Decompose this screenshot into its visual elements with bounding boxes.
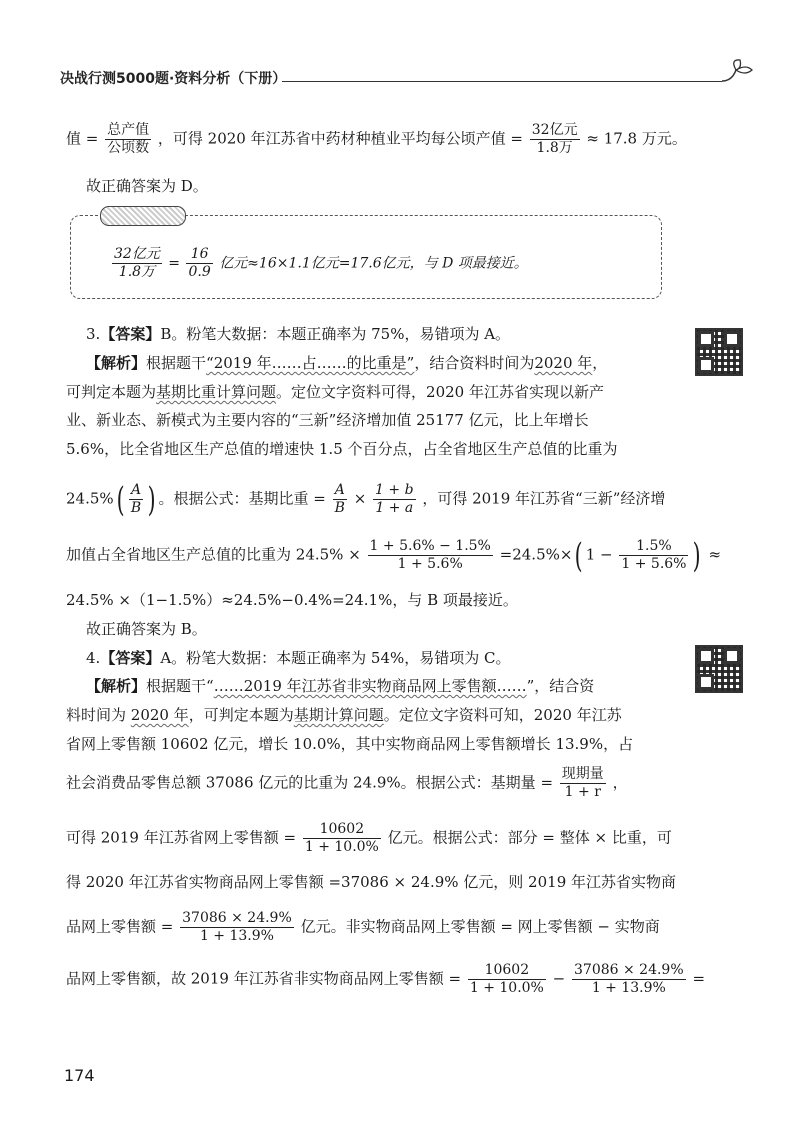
q4-analysis-line: 省网上零售额 10602 亿元，增长 10.0%，其中实物商品网上零售额增长 13.9%，占 xyxy=(66,735,634,753)
q4-analysis-line: 料时间为 2020 年，可判定本题为基期计算问题。定位文字资料可知，2020 年江苏 xyxy=(66,706,622,724)
q3-analysis-line: 【解析】根据题干“2019 年……占……的比重是”，结合资料时间为2020 年， xyxy=(86,354,608,372)
running-header-title: 决战行测5000题·资料分析（下册） xyxy=(60,71,287,87)
q3-formula-line: 24.5%( $\frac{A}{B}$ ) 。根据公式：基期比重 = $\frac{A}{B}$ × $\frac{1 + b}{1 + a}$ ，可得 2019 年江苏省“三新”经济增 xyxy=(66,479,666,520)
q4-formula-line: 品网上零售额，故 2019 年江苏省非实物商品网上零售额 = $\frac{10602}{1 + 10.0\%}$ − $\frac{37086 \times 24.9\%}{1 + 13.9\%}$ = xyxy=(66,962,706,996)
q3-analysis-line: 24.5% ×（1−1.5%）≈24.5%−0.4%=24.1%，与 B 项最接近。 xyxy=(66,591,518,609)
q4-formula-line: 可得 2019 年江苏省网上零售额 = $\frac{10602}{1 + 10.0\%}$ 亿元。根据公式：部分 = 整体 × 比重，可 xyxy=(66,821,672,855)
q4-analysis-line: 【解析】根据题干“……2019 年江苏省非实物商品网上零售额……”，结合资 xyxy=(86,677,595,695)
answer-line: 故正确答案为 D。 xyxy=(86,177,208,195)
q3-formula-line: 加值占全省地区生产总值的比重为 24.5% × $\frac{1 + 5.6\% - 1.5\%}{1 + 5.6\%}$ =24.5%×( 1 − $\frac{1.5\%}{1 + 5.6\%}$ ) ≈ xyxy=(66,535,722,576)
page-number: 174 xyxy=(64,1066,95,1085)
fraction: $\frac{\text{总产值}}{\text{公顷数}}$ xyxy=(107,122,150,156)
q4-answer: 4.【答案】A。粉笔大数据：本题正确率为 54%，易错项为 C。 xyxy=(86,649,511,667)
q3-analysis-line: 5.6%，比全省地区生产总值的增速快 1.5 个百分点，占全省地区生产总值的比重为 xyxy=(66,440,618,458)
solution-line: 值 = $\frac{\text{总产值}}{\text{公顷数}}$ ，可得 2020 年江苏省中药材种植业平均每公顷产值 = $\frac{\text{32亿元}}{\text{1.8万}}$ ≈ 17.8 万元。 xyxy=(66,122,687,156)
quick-calc-line: $\frac{\text{32亿元}}{\text{1.8万}}$ = $\frac{16}{0.9}$ 亿元≈16×1.1亿元=17.6亿元，与 D 项最接近。 xyxy=(114,246,528,280)
q4-formula-line: 品网上零售额 = $\frac{37086 \times 24.9\%}{1 + 13.9\%}$ 亿元。非实物商品网上零售额 = 网上零售额 − 实物商 xyxy=(66,910,660,944)
q4-analysis-line: 得 2020 年江苏省实物商品网上零售额 =37086 × 24.9% 亿元，则 2019 年江苏省实物商 xyxy=(66,873,677,891)
q3-answer-line: 故正确答案为 B。 xyxy=(86,620,207,638)
q3-analysis-line: 业、新业态、新模式为主要内容的“三新”经济增加值 25177 亿元，比上年增长 xyxy=(66,411,589,429)
q3-answer: 3.【答案】B。粉笔大数据：本题正确率为 75%，易错项为 A。 xyxy=(86,325,511,343)
sprout-icon xyxy=(718,56,758,86)
q4-formula-line: 社会消费品零售总额 37086 亿元的比重为 24.9%。根据公式：基期量 = $\frac{\text{现期量}}{1 + r}$ ， xyxy=(66,766,628,800)
qr-code-icon[interactable] xyxy=(695,328,743,376)
q3-analysis-line: 可判定本题为基期比重计算问题。定位文字资料可得，2020 年江苏省实现以新产 xyxy=(66,383,604,401)
qr-code-icon[interactable] xyxy=(695,645,743,693)
header-rule xyxy=(282,81,722,82)
fraction: $\frac{\text{32亿元}}{\text{1.8万}}$ xyxy=(531,122,578,156)
quick-calc-tag xyxy=(100,206,184,226)
